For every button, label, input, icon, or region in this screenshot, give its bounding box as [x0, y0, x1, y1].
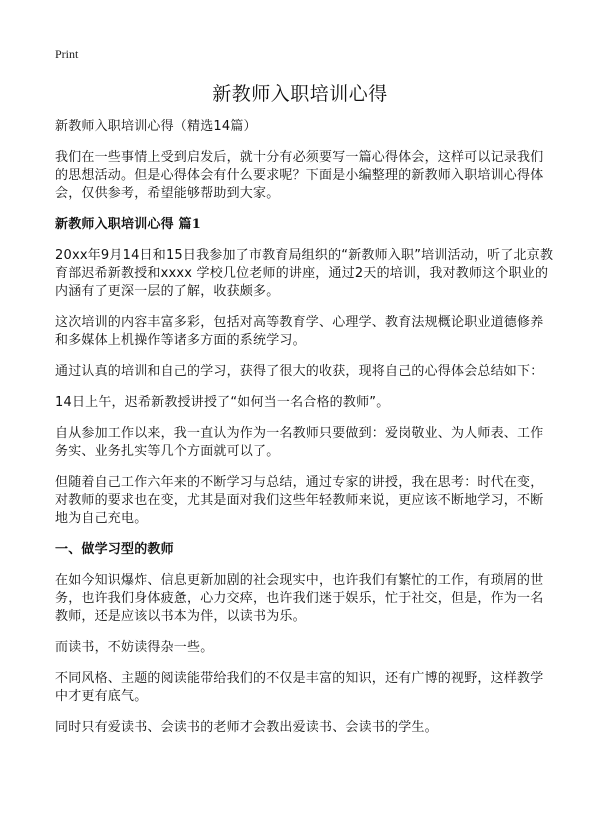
paragraph: 但随着自己工作六年来的不断学习与总结，通过专家的讲授，我在思考：时代在变，对教师的要求也在变，尤其是面对我们这些年轻教师来说，更应该不断地学习，不断地为自己充电。: [55, 475, 544, 526]
intro-paragraph: 我们在一些事情上受到启发后，就十分有必须要写一篇心得体会，这样可以记录我们的思想活动。但是心得体会有什么要求呢？下面是小编整理的新教师入职培训心得体会，仅供参考，希望能够帮助到大家。: [55, 150, 544, 201]
paragraph: 通过认真的培训和自己的学习，获得了很大的收获，现将自己的心得体会总结如下：: [55, 364, 544, 379]
paragraph: 而读书，不妨读得杂一些。: [55, 640, 214, 655]
paragraph: 在如今知识爆炸、信息更新加剧的社会现实中，也许我们有繁忙的工作，有琐屑的世务，也许我们身体疲惫，心力交瘁，也许我们迷于娱乐，忙于社交，但是，作为一名教师，还是应该以书本为伴，以读书为乐。: [55, 573, 544, 624]
print-label: Print: [55, 47, 79, 61]
document-subtitle: 新教师入职培训心得（精选14篇）: [55, 119, 257, 134]
paragraph: 20xx年9月14日和15日我参加了市教育局组织的“新教师入职”培训活动，听了北京教育部迟希新教授和xxxx 学校几位老师的讲座，通过2天的培训，我对教师这个职业的内涵有了更深一层的了解，收获颇多。: [55, 248, 554, 299]
paragraph: 这次培训的内容丰富多彩，包括对高等教育学、心理学、教育法规概论职业道德修养和多媒体上机操作等诸多方面的系统学习。: [55, 315, 544, 348]
paragraph: 14日上午，迟希新教授讲授了“如何当一名合格的教师”。: [55, 395, 390, 410]
paragraph: 不同风格、主题的阅读能带给我们的不仅是丰富的知识，还有广博的视野，这样教学中才更有底气。: [55, 671, 544, 704]
document-body: [55, 118, 555, 750]
paragraph: 同时只有爱读书、会读书的老师才会教出爱读书、会读书的学生。: [55, 720, 438, 735]
document-title: 新教师入职培训心得: [212, 83, 388, 105]
subsection-heading: 一、做学习型的教师: [55, 542, 174, 557]
section-heading: 新教师入职培训心得 篇1: [55, 217, 201, 232]
paragraph: 自从参加工作以来，我一直认为作为一名教师只要做到：爱岗敬业、为人师表、工作务实、业务扎实等几个方面就可以了。: [55, 426, 544, 459]
